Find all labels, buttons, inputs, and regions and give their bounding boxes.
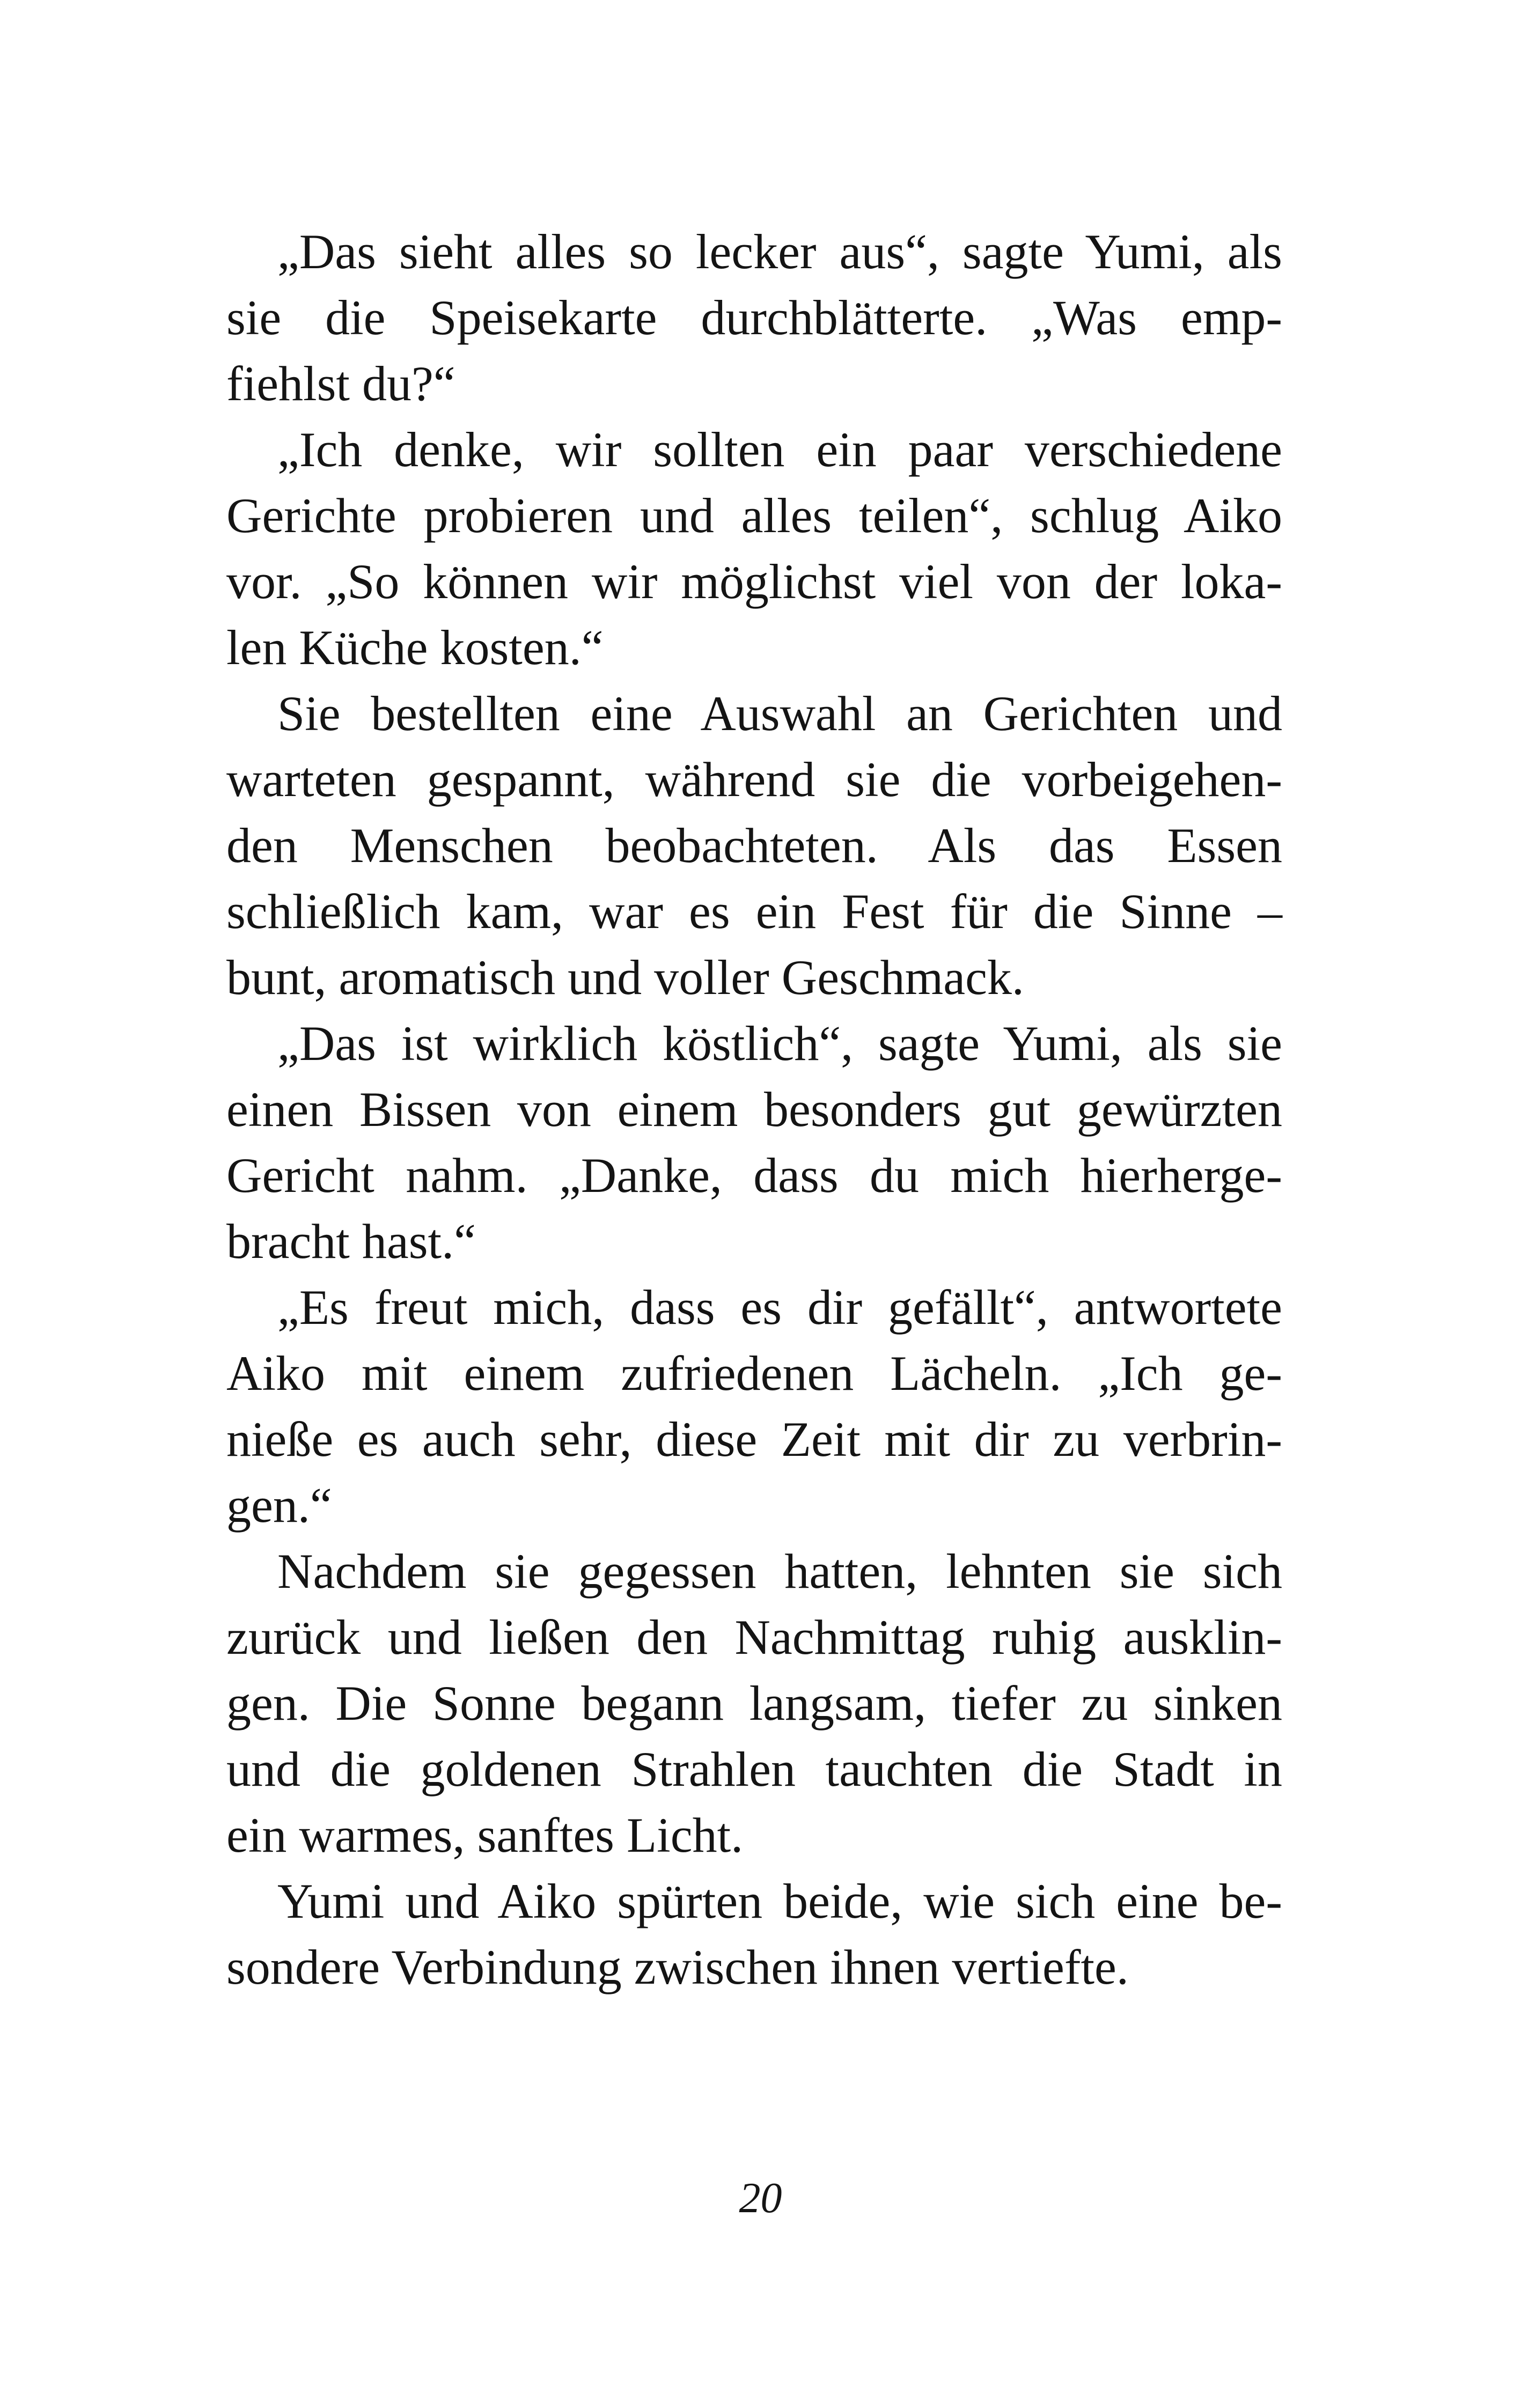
text-line: bunt, aromatisch und voller Geschmack. — [226, 950, 1024, 1005]
text-line: len Küche kosten.“ — [226, 620, 604, 675]
text-line: warteten gespannt, während sie die vorbeigehen- — [226, 752, 1282, 807]
text-line: „Es freut mich, dass es dir gefällt“, antwortete — [277, 1280, 1282, 1335]
text-line: Aiko mit einem zufriedenen Lächeln. „Ich ge- — [226, 1346, 1282, 1401]
text-line: vor. „So können wir möglichst viel von der loka- — [226, 554, 1282, 609]
text-line: „Das sieht alles so lecker aus“, sagte Yumi, als — [277, 224, 1282, 279]
text-line: einen Bissen von einem besonders gut gewürzten — [226, 1082, 1282, 1137]
text-line: „Das ist wirklich köstlich“, sagte Yumi, als sie — [277, 1016, 1282, 1071]
paragraph — [226, 1011, 1282, 1275]
text-line: Nachdem sie gegessen hatten, lehnten sie sich — [277, 1544, 1282, 1599]
paragraph — [226, 681, 1282, 1011]
page-number: 20 — [739, 2175, 782, 2222]
body-text — [226, 219, 1282, 2000]
text-line: gen. Die Sonne begann langsam, tiefer zu sinken — [226, 1676, 1282, 1730]
text-line: zurück und ließen den Nachmittag ruhig ausklin- — [226, 1610, 1282, 1665]
text-line: fiehlst du?“ — [226, 356, 455, 411]
text-line: sondere Verbindung zwischen ihnen vertiefte. — [226, 1940, 1129, 1994]
paragraph — [226, 219, 1282, 417]
text-line: Sie bestellten eine Auswahl an Gerichten und — [277, 686, 1282, 741]
text-line: Gerichte probieren und alles teilen“, schlug Aiko — [226, 488, 1282, 543]
text-line: sie die Speisekarte durchblätterte. „Was emp- — [226, 290, 1282, 345]
paragraph — [226, 1868, 1282, 2000]
text-line: ein warmes, sanftes Licht. — [226, 1808, 744, 1862]
paragraph — [226, 1275, 1282, 1538]
text-line: nieße es auch sehr, diese Zeit mit dir zu verbrin- — [226, 1412, 1282, 1467]
text-line: „Ich denke, wir sollten ein paar verschiedene — [277, 422, 1282, 477]
text-line: Yumi und Aiko spürten beide, wie sich eine be- — [277, 1874, 1282, 1928]
text-line: gen.“ — [226, 1478, 332, 1533]
paragraph — [226, 417, 1282, 681]
text-line: schließlich kam, war es ein Fest für die Sinne – — [226, 884, 1282, 939]
text-line: Gericht nahm. „Danke, dass du mich hierherge- — [226, 1148, 1282, 1203]
text-line: und die goldenen Strahlen tauchten die Stadt in — [226, 1742, 1282, 1796]
text-line: bracht hast.“ — [226, 1214, 476, 1269]
text-line: den Menschen beobachteten. Als das Essen — [226, 818, 1282, 873]
paragraph — [226, 1538, 1282, 1868]
